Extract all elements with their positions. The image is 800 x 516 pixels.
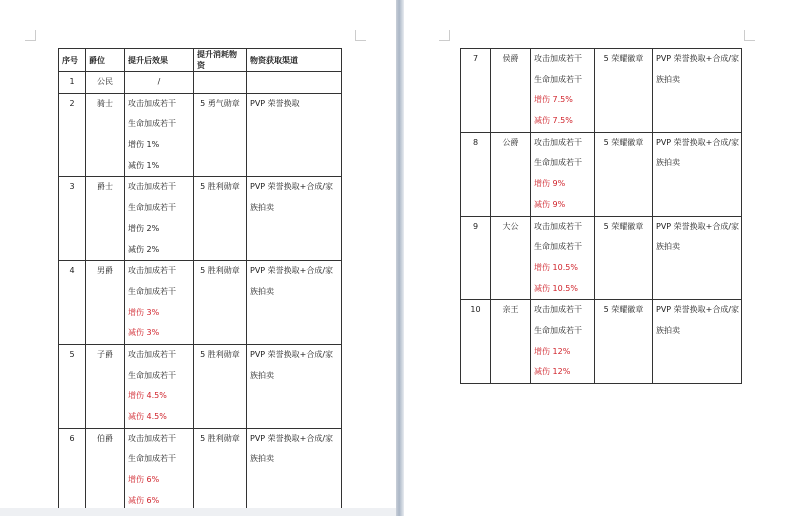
table-row (461, 216, 742, 300)
document-page-1 (0, 0, 396, 516)
row-number: 2 (69, 98, 75, 108)
cell-title (491, 132, 531, 216)
effect-line: 生命加成若干 (534, 74, 582, 84)
source-line: 族拍卖 (656, 158, 680, 168)
cost-text: 5 荣耀徽章 (603, 137, 644, 147)
cost-text (197, 72, 243, 93)
rank-title: 爵士 (97, 182, 113, 192)
source-line: 族拍卖 (250, 370, 274, 380)
table-row (59, 177, 342, 261)
row-number: 9 (472, 221, 479, 231)
cell-title (491, 216, 531, 300)
rank-table-part-1 (58, 48, 342, 512)
cell-no (461, 300, 491, 384)
cell-cost (194, 177, 247, 261)
table-row (59, 344, 342, 428)
cell-no (59, 344, 86, 428)
effect-line: 攻击加成若干 (128, 266, 176, 276)
rank-title: 骑士 (97, 98, 113, 108)
rank-title: 侯爵 (502, 54, 519, 63)
cell-effects (125, 177, 194, 261)
table-row (461, 49, 742, 133)
cell-effects (125, 93, 194, 177)
cell-cost (595, 132, 653, 216)
cell-source (653, 300, 742, 384)
cell-source (247, 428, 342, 512)
cell-no (461, 216, 491, 300)
effect-line: 攻击加成若干 (534, 221, 582, 231)
effect-line: 生命加成若干 (534, 158, 582, 168)
effect-line: 增伤 6% (128, 475, 160, 485)
row-number: 5 (69, 349, 75, 359)
row-number: 10 (470, 305, 481, 315)
header-source: 物资获取渠道 (247, 49, 342, 72)
source-line: 族拍卖 (656, 74, 680, 84)
cell-cost (595, 216, 653, 300)
effect-line: 生命加成若干 (128, 286, 176, 296)
cell-no (59, 72, 86, 94)
effect-line: 攻击加成若干 (534, 137, 582, 147)
cell-no (59, 93, 86, 177)
cell-title (86, 261, 125, 345)
effect-line: 减伤 4.5% (128, 412, 167, 421)
page-gap (0, 508, 396, 516)
rank-title: 公爵 (502, 137, 519, 147)
source-line: PVP 荣誉换取+合成/家 (656, 54, 740, 63)
cell-source (247, 177, 342, 261)
cost-text: 5 胜利勋章 (200, 182, 240, 192)
effect-line: 生命加成若干 (128, 203, 176, 213)
corner-mark (439, 30, 450, 41)
cell-cost (194, 72, 247, 94)
rank-title: 男爵 (97, 266, 113, 276)
cell-title (491, 49, 531, 133)
effect-line: / (157, 77, 161, 86)
cell-source (247, 261, 342, 345)
cell-source (247, 344, 342, 428)
cell-no (59, 261, 86, 345)
cell-cost (595, 300, 653, 384)
table-row (59, 72, 342, 94)
header-no: 序号 (59, 49, 86, 72)
cell-effects (531, 49, 595, 133)
table-row (59, 93, 342, 177)
rank-title: 大公 (502, 221, 519, 231)
source-line: 族拍卖 (656, 325, 680, 335)
effect-line: 减伤 12% (534, 367, 571, 377)
effect-line: 减伤 1% (128, 160, 160, 170)
row-number: 1 (69, 77, 75, 86)
cell-source (247, 72, 342, 94)
source-line: 族拍卖 (250, 286, 274, 296)
cell-no (59, 177, 86, 261)
effect-line: 增伤 3% (128, 307, 160, 317)
row-number: 4 (69, 266, 75, 276)
document-page-2 (404, 0, 800, 516)
rank-title: 亲王 (502, 305, 519, 315)
row-number: 3 (69, 182, 75, 192)
cell-source (653, 49, 742, 133)
effect-line: 攻击加成若干 (534, 54, 582, 63)
effect-line: 增伤 2% (128, 223, 160, 233)
effect-line: 增伤 1% (128, 140, 160, 150)
cell-effects (531, 132, 595, 216)
header-cost: 提升消耗物资 (194, 49, 247, 72)
cell-title (86, 428, 125, 512)
source-line: PVP 荣誉换取 (250, 98, 300, 108)
effect-line: 减伤 10.5% (534, 283, 578, 293)
source-line: PVP 荣誉换取+合成/家 (656, 305, 740, 315)
cell-effects (531, 300, 595, 384)
effect-line: 攻击加成若干 (128, 433, 176, 443)
source-line: PVP 荣誉换取+合成/家 (656, 221, 740, 231)
source-line: PVP 荣誉换取+合成/家 (250, 182, 334, 192)
cost-text: 5 荣耀徽章 (603, 221, 644, 231)
effect-line: 减伤 2% (128, 244, 160, 254)
source-line: 族拍卖 (250, 454, 274, 464)
effect-line: 增伤 4.5% (128, 391, 167, 401)
row-number: 7 (472, 54, 479, 63)
cell-cost (194, 344, 247, 428)
row-number: 8 (472, 137, 479, 147)
source-line: PVP 荣誉换取+合成/家 (250, 349, 334, 359)
source-line: PVP 荣誉换取+合成/家 (656, 137, 740, 147)
cost-text: 5 荣耀徽章 (603, 54, 644, 63)
source-line: 族拍卖 (656, 242, 680, 252)
table-row (461, 132, 742, 216)
corner-mark (355, 30, 366, 41)
source-line: PVP 荣誉换取+合成/家 (250, 433, 334, 443)
corner-mark (25, 30, 36, 41)
effect-line: 生命加成若干 (128, 370, 176, 380)
effect-line: 减伤 7.5% (534, 116, 573, 126)
cell-effects (125, 344, 194, 428)
effect-line: 减伤 3% (128, 328, 160, 338)
cell-source (653, 132, 742, 216)
effect-line: 攻击加成若干 (128, 349, 176, 359)
effect-line: 减伤 9% (534, 199, 566, 209)
cell-title (86, 177, 125, 261)
header-effect: 提升后效果 (125, 49, 194, 72)
cell-title (86, 93, 125, 177)
page-divider (396, 0, 404, 516)
cell-cost (194, 261, 247, 345)
effect-line: 增伤 10.5% (534, 262, 578, 272)
rank-title: 子爵 (97, 349, 113, 359)
effect-line: 攻击加成若干 (128, 182, 176, 192)
cell-no (59, 428, 86, 512)
cell-effects (125, 72, 194, 94)
table-row (461, 300, 742, 384)
effect-line: 生命加成若干 (534, 325, 582, 335)
cell-effects (125, 261, 194, 345)
cell-cost (194, 93, 247, 177)
cell-effects (531, 216, 595, 300)
cell-effects (125, 428, 194, 512)
effect-line: 生命加成若干 (128, 119, 176, 129)
cell-source (653, 216, 742, 300)
table-row (59, 261, 342, 345)
table-header-row (59, 49, 342, 72)
corner-mark (744, 30, 755, 41)
cost-text: 5 胜利勋章 (200, 349, 240, 359)
source-line: PVP 荣誉换取+合成/家 (250, 266, 334, 276)
cell-source (247, 93, 342, 177)
cell-title (86, 72, 125, 94)
effect-line: 增伤 7.5% (534, 95, 573, 105)
source-line: 族拍卖 (250, 203, 274, 213)
effect-line: 增伤 12% (534, 346, 571, 356)
cell-title (491, 300, 531, 384)
cell-cost (194, 428, 247, 512)
effect-line: 生命加成若干 (534, 242, 582, 252)
cell-no (461, 49, 491, 133)
effect-line: 攻击加成若干 (534, 305, 582, 315)
rank-table-part-2 (460, 48, 742, 384)
effect-line: 生命加成若干 (128, 454, 176, 464)
rank-title: 伯爵 (97, 433, 113, 443)
header-title: 爵位 (86, 49, 125, 72)
cell-cost (595, 49, 653, 133)
cost-text: 5 胜利勋章 (200, 266, 240, 276)
effect-line: 攻击加成若干 (128, 98, 176, 108)
cost-text: 5 荣耀徽章 (603, 305, 644, 315)
effect-line: 减伤 6% (128, 495, 160, 505)
table-row (59, 428, 342, 512)
rank-title: 公民 (97, 77, 113, 86)
cost-text: 5 勇气勋章 (200, 98, 240, 108)
row-number: 6 (69, 433, 75, 443)
effect-line: 增伤 9% (534, 179, 566, 189)
cell-title (86, 344, 125, 428)
cost-text: 5 胜利勋章 (200, 433, 240, 443)
cell-no (461, 132, 491, 216)
